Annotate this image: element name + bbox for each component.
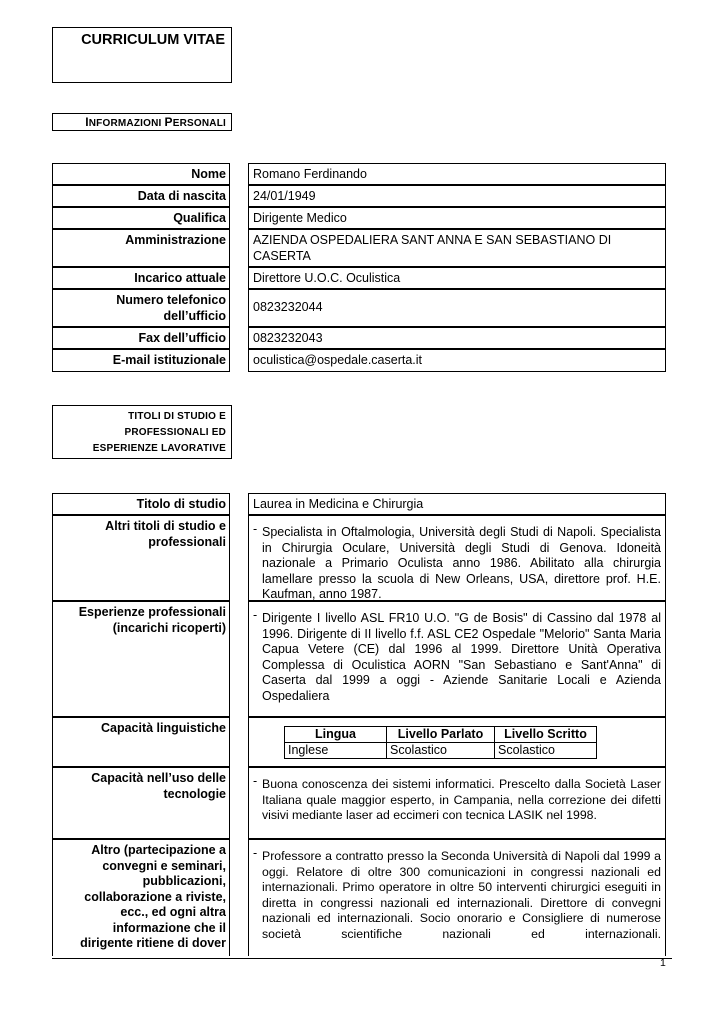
bullet-dash: - bbox=[253, 846, 258, 860]
title-box bbox=[52, 27, 232, 83]
value-titolo-studio: Laurea in Medicina e Chirurgia bbox=[248, 493, 666, 515]
value-altro: - Professore a contratto presso la Seconda Università di Napoli dal 1999 a oggi. Relatore di oltre 300 comunicazioni in congressi nazionali ed internazionali. Primo operatore in oltre 50 interventi chirurgici eseguiti in diretta in congressi nazionali ed internazionali. Direttore di convegni nazionali ed internazionali. Socio onorario e Consigliere di numerose società scientifiche nazionali ed internazionali. bbox=[248, 839, 666, 956]
value-nome: Romano Ferdinando bbox=[248, 163, 666, 185]
table-row bbox=[285, 743, 597, 759]
bullet-dash: - bbox=[253, 774, 258, 788]
page-title: CURRICULUM VITAE bbox=[81, 32, 225, 48]
language-table bbox=[284, 726, 597, 759]
cell-scritto: Scolastico bbox=[495, 743, 597, 759]
label-incarico: Incarico attuale bbox=[52, 267, 230, 289]
label-esperienze: Esperienze professionali (incarichi ricoperti) bbox=[52, 601, 230, 717]
value-qualifica: Dirigente Medico bbox=[248, 207, 666, 229]
studies-heading-line2: PROFESSIONALI ED bbox=[124, 427, 226, 438]
value-telefono: 0823232044 bbox=[248, 289, 666, 327]
value-fax: 0823232043 bbox=[248, 327, 666, 349]
cell-parlato: Scolastico bbox=[387, 743, 495, 759]
value-tecnologie: - Buona conoscenza dei sistemi informatici. Prescelto dalla Società Laser Italiana quale maggior esperto, in Campania, nella correzione dei difetti visivi mediante laser ad eccimeri con tecnica LASIK nel 1998. bbox=[248, 767, 666, 839]
footer-divider bbox=[52, 958, 672, 959]
cell-lingua: Inglese bbox=[285, 743, 387, 759]
label-tecnologie: Capacità nell’uso delle tecnologie bbox=[52, 767, 230, 839]
label-data-nascita: Data di nascita bbox=[52, 185, 230, 207]
studies-section-heading bbox=[52, 405, 232, 459]
label-email: E-mail istituzionale bbox=[52, 349, 230, 372]
label-fax: Fax dell’ufficio bbox=[52, 327, 230, 349]
label-altri-titoli: Altri titoli di studio e professionali bbox=[52, 515, 230, 601]
language-table-header bbox=[285, 727, 597, 743]
value-email: oculistica@ospedale.caserta.it bbox=[248, 349, 666, 372]
studies-heading-line1: TITOLI DI STUDIO E bbox=[128, 411, 226, 422]
header-lingua: Lingua bbox=[285, 727, 387, 743]
label-lingue: Capacità linguistiche bbox=[52, 717, 230, 767]
value-esperienze: - Dirigente I livello ASL FR10 U.O. "G de Bosis" di Cassino dal 1978 al 1996. Dirigente di II livello f.f. ASL CE2 Ospedale "Melorio" Santa Maria Capua Vetere (CE) dal 1996 al 1999. Direttore Unità Operativa Complessa di Oculistica AORN "San Sebastiano e Sant'Anna" di Caserta dal 1999 a oggi - Aziende Sanitarie Locali e Azienda Ospedaliera bbox=[248, 601, 666, 717]
value-incarico: Direttore U.O.C. Oculistica bbox=[248, 267, 666, 289]
bullet-dash: - bbox=[253, 522, 258, 536]
header-scritto: Livello Scritto bbox=[495, 727, 597, 743]
label-amministrazione: Amministrazione bbox=[52, 229, 230, 267]
label-altro: Altro (partecipazione a convegni e seminari, pubblicazioni, collaborazione a riviste, ecc., ed ogni altra informazione che il dirigente ritiene di dover bbox=[52, 839, 230, 956]
label-telefono: Numero telefonico dell’ufficio bbox=[52, 289, 230, 327]
label-qualifica: Qualifica bbox=[52, 207, 230, 229]
value-altri-titoli: - Specialista in Oftalmologia, Università degli Studi di Napoli. Specialista in Chirurgia Oculare, Università degli Studi di Genova. Idoneità nazionale a Primario Oculista anno 1986. Abilitato alla chirurgia lamellare presso la scuola di New Orleans, USA, direttore prof. H.E. Kaufman, anno 1987. bbox=[248, 515, 666, 601]
page-number: 1 bbox=[660, 957, 666, 969]
studies-heading-line3: ESPERIENZE LAVORATIVE bbox=[92, 443, 226, 454]
label-titolo-studio: Titolo di studio bbox=[52, 493, 230, 515]
header-parlato: Livello Parlato bbox=[387, 727, 495, 743]
personal-section-heading: INFORMAZIONI PERSONALI bbox=[52, 113, 232, 131]
value-data-nascita: 24/01/1949 bbox=[248, 185, 666, 207]
label-nome: Nome bbox=[52, 163, 230, 185]
value-amministrazione: AZIENDA OSPEDALIERA SANT ANNA E SAN SEBASTIANO DI CASERTA bbox=[248, 229, 666, 267]
bullet-dash: - bbox=[253, 608, 258, 622]
